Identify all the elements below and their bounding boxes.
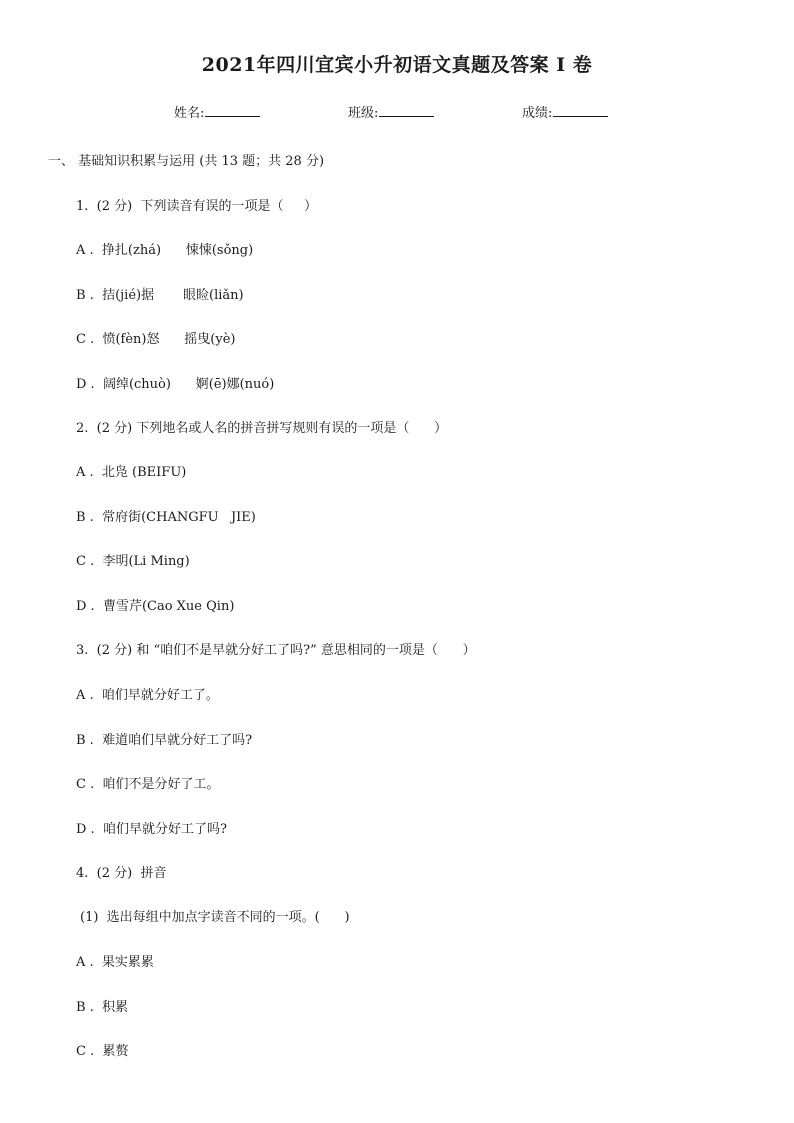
question-2-option-b: B . 常府街(CHANGFU JIE) <box>76 510 256 525</box>
question-1-stem: 1. (2 分) 下列读音有误的一项是（ ） <box>76 199 318 214</box>
name-blank <box>205 104 260 117</box>
question-4-subquestion-1: (1) 选出每组中加点字读音不同的一项。( ) <box>80 910 350 925</box>
question-1-option-c: C . 愤(fèn)怒 摇曳(yè) <box>76 332 236 347</box>
score-blank <box>553 104 608 117</box>
question-3-option-c: C . 咱们不是分好了工。 <box>76 777 220 792</box>
question-2-stem: 2. (2 分) 下列地名或人名的拼音拼写规则有误的一项是（ ） <box>76 421 448 436</box>
question-1-option-d: D . 阔绰(chuò) 婀(ē)娜(nuó) <box>76 377 275 392</box>
question-4-option-b: B . 积累 <box>76 1000 129 1015</box>
question-3-stem: 3. (2 分) 和 “咱们不是早就分好工了吗?” 意思相同的一项是（ ） <box>76 643 476 658</box>
class-blank <box>379 104 434 117</box>
score-label: 成绩: <box>522 106 553 121</box>
question-3-option-d: D . 咱们早就分好工了吗? <box>76 822 227 837</box>
section-heading: 一、 基础知识积累与运用 (共 13 题；共 28 分) <box>48 154 325 169</box>
question-3-option-b: B . 难道咱们早就分好工了吗? <box>76 733 253 748</box>
question-2-option-a: A . 北凫 (BEIFU) <box>76 465 187 480</box>
score-field <box>522 102 608 121</box>
question-1-option-b: B . 拮(jié)据 眼睑(liǎn) <box>76 288 244 303</box>
question-4-option-c: C . 累赘 <box>76 1044 129 1059</box>
class-field <box>348 102 434 121</box>
question-2-option-d: D . 曹雪芹(Cao Xue Qin) <box>76 599 235 614</box>
question-3-option-a: A . 咱们早就分好工了。 <box>76 688 219 703</box>
question-4-stem: 4. (2 分) 拼音 <box>76 866 167 881</box>
question-1-option-a: A . 挣扎(zhá) 悚悚(sǒng) <box>76 243 254 258</box>
page-title: 2021年四川宜宾小升初语文真题及答案 I 卷 <box>201 54 593 76</box>
name-field <box>174 102 260 121</box>
question-4-option-a: A . 果实累累 <box>76 955 154 970</box>
name-label: 姓名: <box>174 106 205 121</box>
class-label: 班级: <box>348 106 379 121</box>
question-2-option-c: C . 李明(Li Ming) <box>76 554 190 569</box>
